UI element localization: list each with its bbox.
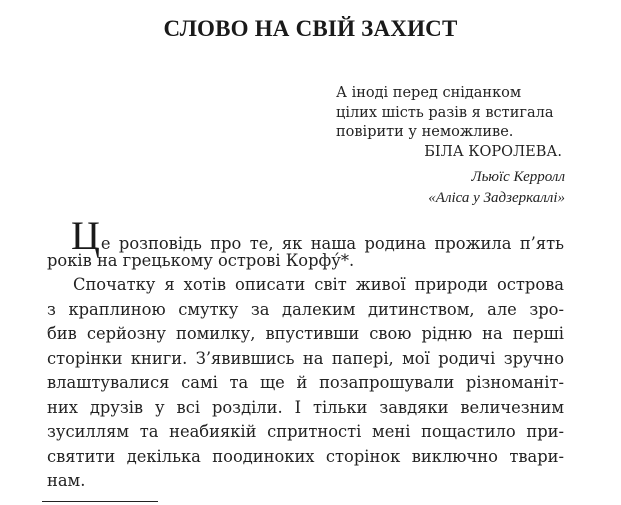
epigraph-line: цілих шість разів я встигала: [336, 104, 554, 121]
paragraph-1-line: років на грецькому острові Корфу́*.: [47, 250, 355, 270]
epigraph: [336, 84, 568, 162]
attribution-author: Льюїс Керролл: [471, 169, 565, 185]
epigraph-speaker: БІЛА КОРОЛЕВА.: [424, 143, 562, 160]
paragraph-2-line: зусиллям та неабиякій спритності мені пощастило при-: [47, 422, 564, 441]
paragraph-2-line: них друзів у всі розділи. І тільки завдяки величезним: [47, 397, 564, 417]
paragraph-2-line: святити декілька поодиноких сторінок виключно твари-: [47, 446, 564, 466]
drop-cap: Ц: [71, 213, 100, 258]
chapter-title: СЛОВО НА СВІЙ ЗАХИСТ: [163, 16, 458, 41]
paragraph-2-line: з краплиною смутку за далеким дитинством, але зро-: [47, 299, 564, 319]
paragraph-2-line: бив серйозну помилку, впустивши свою рідню на перші: [47, 324, 564, 343]
attribution-work: «Аліса у Задзеркаллі»: [428, 190, 565, 206]
paragraph-2-line: влаштувалися самі та ще й позапрошували різноманіт-: [47, 373, 564, 392]
footnote-divider: [42, 501, 158, 502]
line-text: е розповідь про те, як наша родина прожила п’ять: [100, 234, 564, 253]
paragraph-1-line: [47, 213, 564, 258]
paragraph-2-line: сторінки книги. З’явившись на папері, мої родичі зручно: [47, 348, 564, 368]
paragraph-2-line: нам.: [47, 471, 86, 490]
epigraph-attribution: [428, 167, 565, 209]
body-text: [47, 213, 564, 494]
epigraph-line: повірити у неможливе.: [336, 124, 514, 140]
epigraph-line: А іноді перед сніданком: [336, 85, 522, 101]
paragraph-2-line: Спочатку я хотів описати світ живої природи острова: [73, 275, 564, 294]
